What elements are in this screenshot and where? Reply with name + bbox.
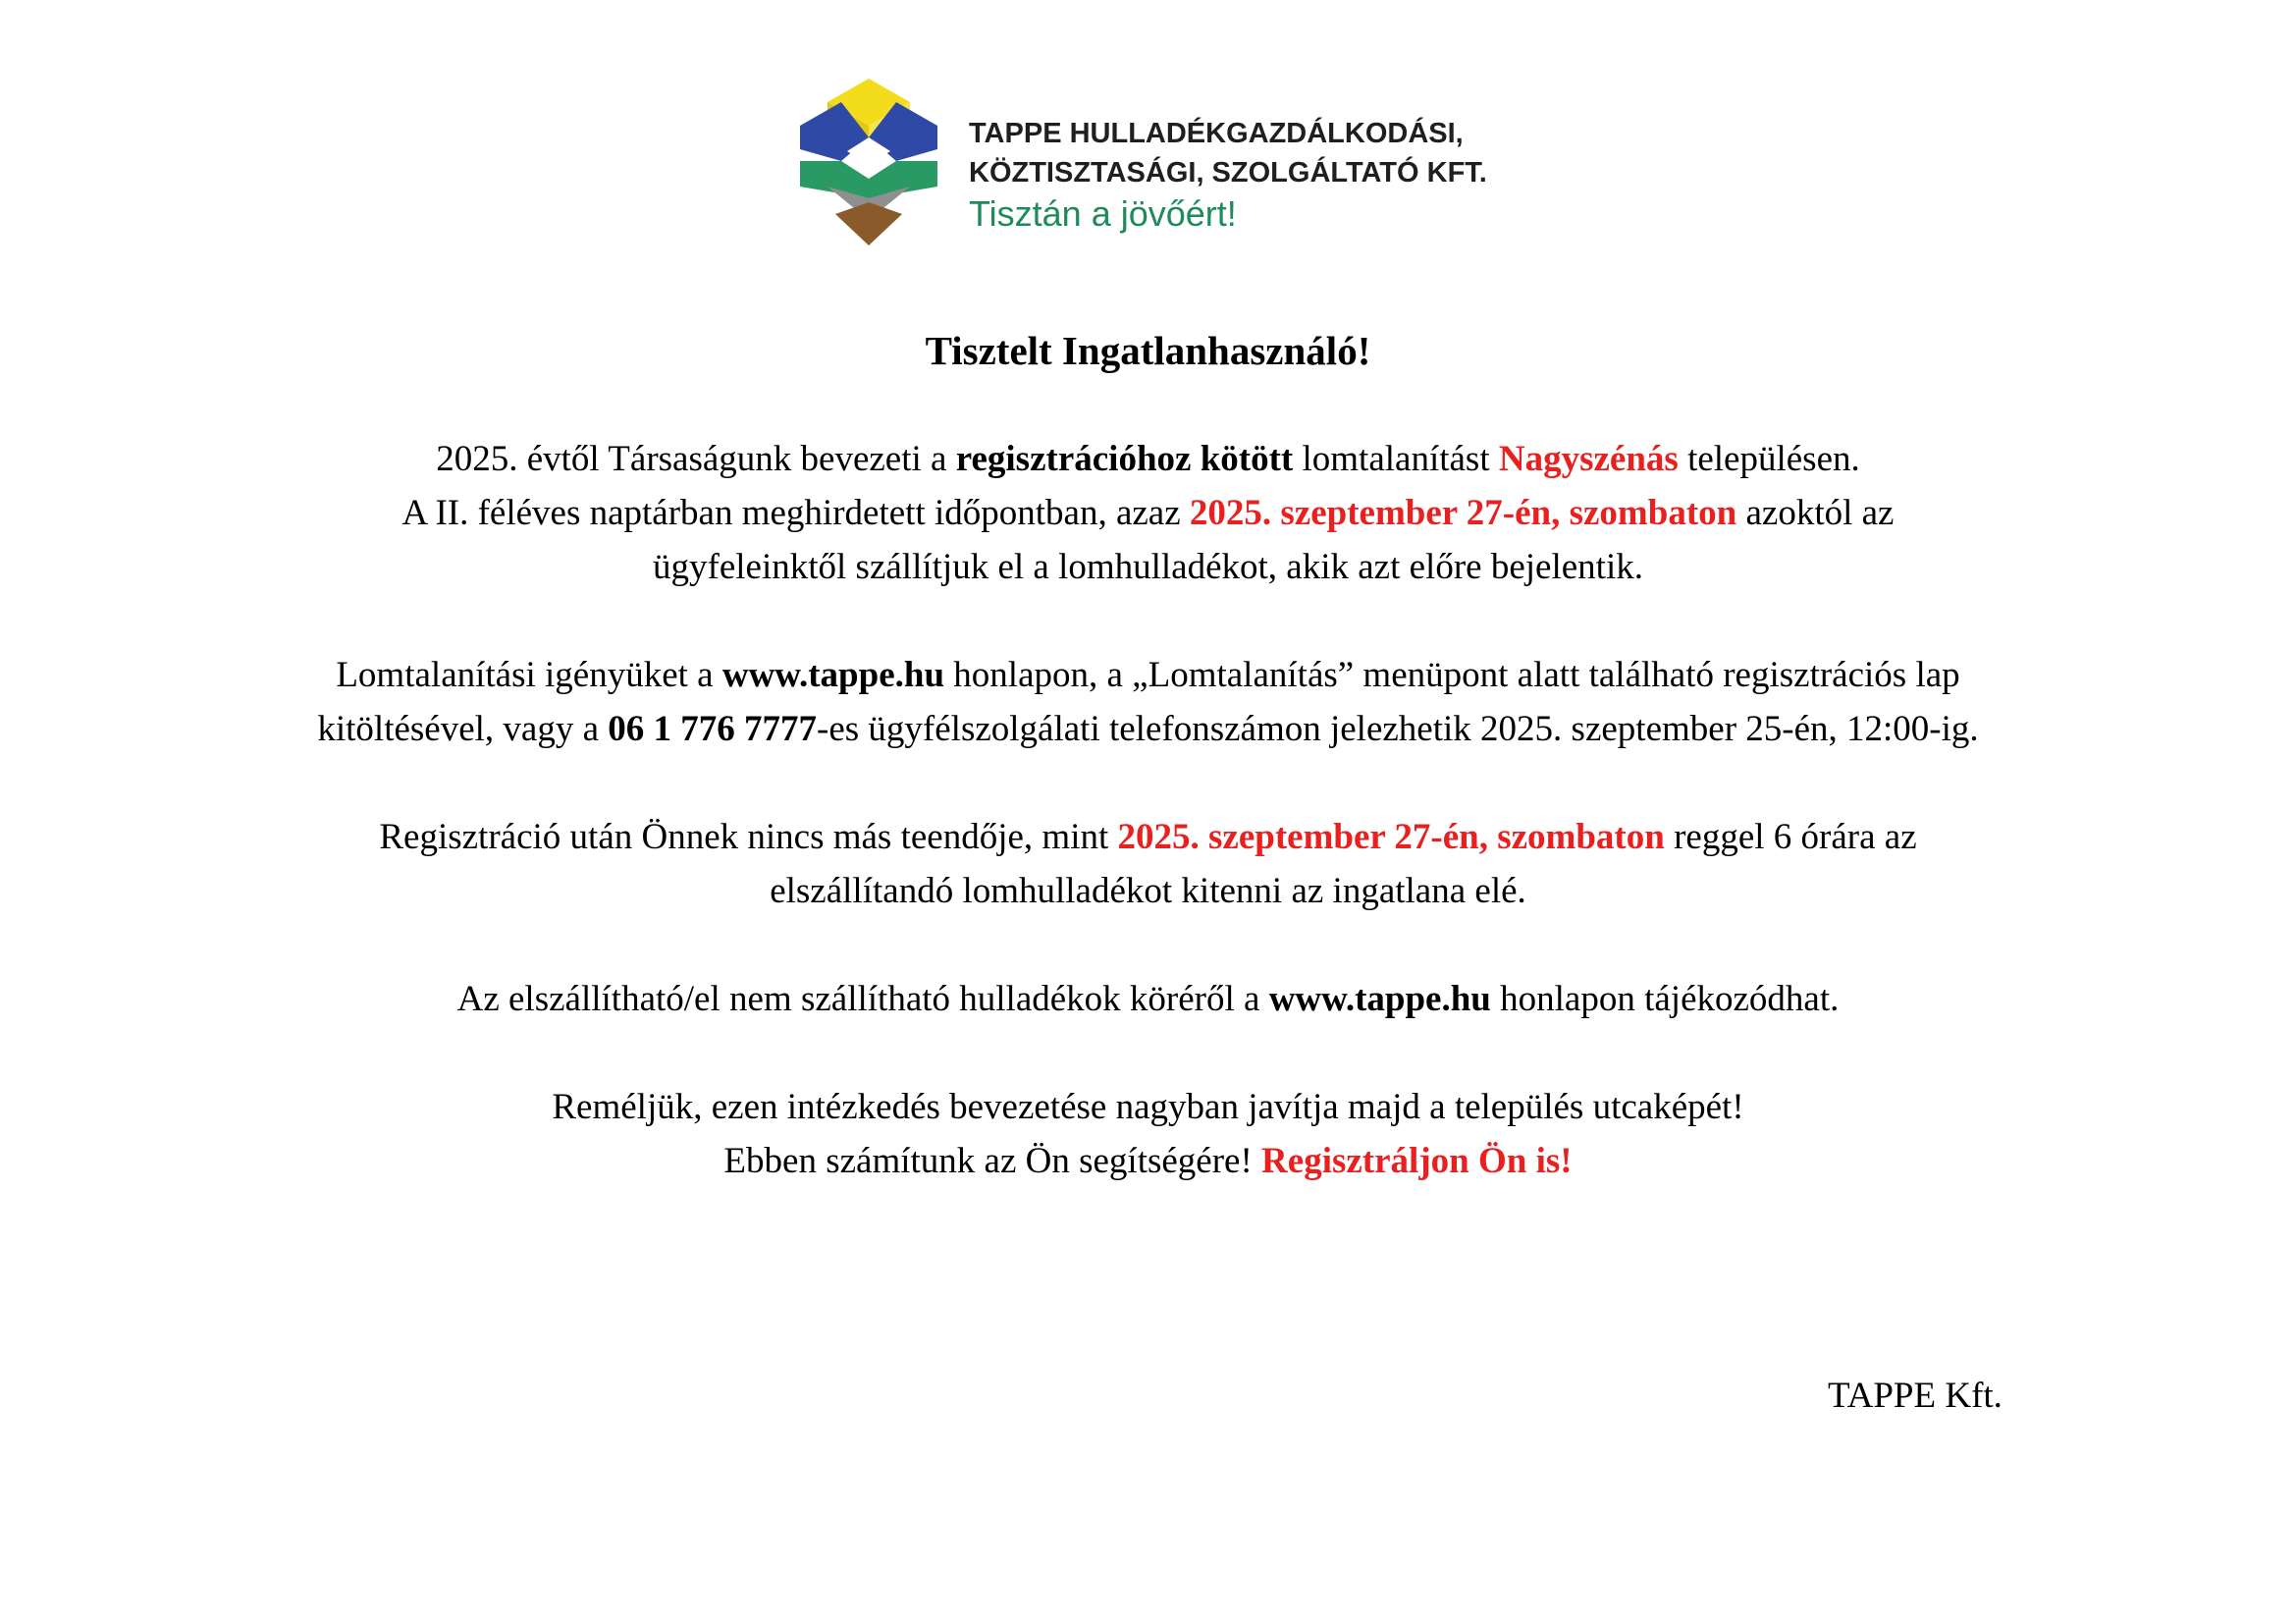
instructions-line2: elszállítandó lomhulladékot kitenni az ingatlana elé. bbox=[770, 871, 1526, 911]
letter-body bbox=[98, 324, 2198, 1242]
registration-phone: 06 1 776 7777 bbox=[608, 709, 818, 749]
letter-title: Tisztelt Ingatlanhasználó! bbox=[925, 328, 1371, 373]
paragraph-instructions bbox=[98, 810, 2198, 918]
paragraph-info bbox=[98, 972, 2198, 1026]
intro-line2 bbox=[98, 486, 2198, 540]
signature: TAPPE Kft. bbox=[1828, 1376, 2002, 1416]
registration-website: www.tappe.hu bbox=[721, 655, 945, 695]
company-name-line1: TAPPE HULLADÉKGAZDÁLKODÁSI, bbox=[969, 118, 1464, 149]
company-slogan: Tisztán a jövőért! bbox=[969, 193, 1237, 234]
instructions-text-2: reggel 6 órára az bbox=[1664, 817, 1917, 857]
paragraph-closing bbox=[98, 1080, 2198, 1188]
info-website: www.tappe.hu bbox=[1268, 979, 1491, 1019]
intro-date-highlight: 2025. szeptember 27-én, szombaton bbox=[1189, 493, 1737, 533]
closing-line1: Reméljük, ezen intézkedés bevezetése nagyban javítja majd a település utcaképét! bbox=[552, 1087, 1744, 1127]
closing-text-2: Ebben számítunk az Ön segítségére! bbox=[723, 1141, 1262, 1181]
registration-text-4: -es ügyfélszolgálati telefonszámon jelezhetik 2025. szeptember 25-én, 12:00-ig. bbox=[817, 709, 1979, 749]
instructions-text-1: Regisztráció után Önnek nincs más teendője, mint bbox=[379, 817, 1118, 857]
instructions-date-highlight: 2025. szeptember 27-én, szombaton bbox=[1117, 817, 1665, 857]
registration-text-3: kitöltésével, vagy a bbox=[317, 709, 609, 749]
registration-text-1: Lomtalanítási igényüket a bbox=[336, 655, 722, 695]
info-text-2: honlapon tájékozódhat. bbox=[1490, 979, 1840, 1019]
intro-bold-registration: regisztrációhoz kötött bbox=[955, 439, 1294, 479]
info-text-1: Az elszállítható/el nem szállítható hulladékok köréről a bbox=[456, 979, 1269, 1019]
instructions-line1 bbox=[98, 810, 2198, 864]
logo-green-right bbox=[869, 161, 937, 198]
intro-text-4: A II. féléves naptárban meghirdetett időpontban, azaz bbox=[401, 493, 1190, 533]
tappe-logo-icon bbox=[800, 77, 937, 248]
intro-text-3: településen. bbox=[1678, 439, 1860, 479]
closing-call-to-action: Regisztráljon Ön is! bbox=[1261, 1141, 1573, 1181]
intro-text-5: azoktól az bbox=[1736, 493, 1895, 533]
registration-line2 bbox=[98, 702, 2198, 756]
paragraph-intro bbox=[98, 432, 2198, 594]
registration-line1 bbox=[98, 648, 2198, 702]
logo-green-left bbox=[800, 161, 869, 198]
paragraph-registration bbox=[98, 648, 2198, 756]
closing-line2 bbox=[98, 1134, 2198, 1188]
intro-text-2: lomtalanítást bbox=[1293, 439, 1499, 479]
registration-text-2: honlapon, a „Lomtalanítás” menüpont alatt található regisztrációs lap bbox=[944, 655, 1960, 695]
intro-line1 bbox=[98, 432, 2198, 486]
info-line bbox=[98, 972, 2198, 1026]
company-name-line2: KÖZTISZTASÁGI, SZOLGÁLTATÓ KFT. bbox=[969, 157, 1487, 189]
logo-brown bbox=[835, 202, 902, 245]
company-logo bbox=[800, 77, 1507, 248]
intro-line3: ügyfeleinktől szállítjuk el a lomhulladékot, akik azt előre bejelentik. bbox=[653, 547, 1643, 587]
intro-town-highlight: Nagyszénás bbox=[1498, 439, 1679, 479]
company-name bbox=[969, 114, 1487, 192]
intro-text-1: 2025. évtől Társaságunk bevezeti a bbox=[436, 439, 956, 479]
